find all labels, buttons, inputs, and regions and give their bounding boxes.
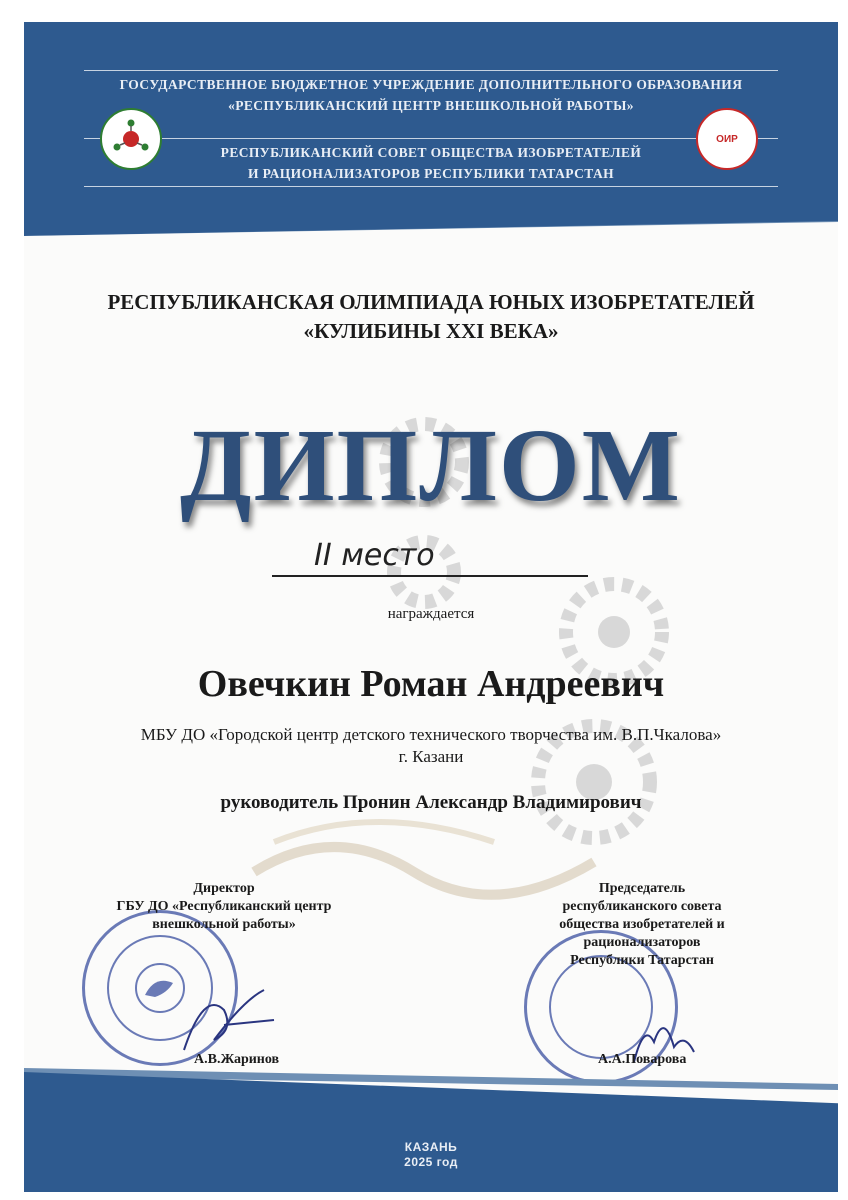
director-signature-block	[64, 880, 384, 934]
organization-text: МБУ ДО «Городской центр детского технического творчества им. В.П.Чкалова»	[140, 725, 722, 744]
molecule-logo-icon	[109, 117, 153, 161]
signatory-title: рационализаторов	[583, 935, 701, 950]
olympiad-subtitle: «КУЛИБИНЫ XXI ВЕКА»	[303, 319, 559, 343]
chair-signature-block	[522, 880, 762, 970]
divider	[84, 138, 778, 139]
signatory-title: Директор	[193, 881, 255, 896]
organization-line: «РЕСПУБЛИКАНСКИЙ ЦЕНТР ВНЕШКОЛЬНОЙ РАБОТЫ»	[228, 98, 634, 113]
council-line: РЕСПУБЛИКАНСКИЙ СОВЕТ ОБЩЕСТВА ИЗОБРЕТАТЕЛЕЙ	[220, 145, 642, 160]
signatory-title: внешкольной работы»	[152, 917, 296, 932]
place-handwritten: II место	[314, 538, 435, 573]
signature-left-icon	[164, 970, 284, 1060]
diploma-page	[24, 22, 838, 1192]
council-line: И РАЦИОНАЛИЗАТОРОВ РЕСПУБЛИКИ ТАТАРСТАН	[247, 166, 615, 181]
signatory-title: Республики Татарстан	[570, 953, 714, 968]
place-underline	[272, 575, 588, 577]
olympiad-title	[24, 288, 838, 346]
society-logo-text: ОИР	[716, 133, 738, 145]
divider	[84, 186, 778, 187]
organization-line: ГОСУДАРСТВЕННОЕ БЮДЖЕТНОЕ УЧРЕЖДЕНИЕ ДОПОЛНИТЕЛЬНОГО ОБРАЗОВАНИЯ	[119, 77, 743, 92]
society-logo	[696, 108, 758, 170]
footer-location	[24, 1140, 838, 1170]
signatory-title: ГБУ ДО «Республиканский центр	[116, 899, 332, 914]
director-name: А.В.Жаринов	[194, 1052, 280, 1067]
supervisor-line: руководитель Пронин Александр Владимирович	[220, 792, 642, 813]
awarded-label: награждается	[387, 606, 475, 622]
diploma-heading: ДИПЛОМ	[180, 408, 682, 523]
signatory-title: республиканского совета	[562, 899, 722, 914]
recipient-organization	[64, 724, 798, 768]
recipient-name: Овечкин Роман Андреевич	[197, 663, 665, 705]
organization-city: г. Казани	[398, 747, 464, 766]
divider	[84, 70, 778, 71]
footer-banner	[24, 1072, 838, 1192]
chair-name: А.А.Поварова	[598, 1052, 687, 1067]
footer-year: 2025 год	[404, 1155, 458, 1169]
signatory-title: общества изобретателей и	[559, 917, 725, 932]
signatory-title: Председатель	[598, 881, 686, 896]
center-logo	[100, 108, 162, 170]
footer-city: КАЗАНЬ	[404, 1140, 458, 1154]
olympiad-title-line: РЕСПУБЛИКАНСКАЯ ОЛИМПИАДА ЮНЫХ ИЗОБРЕТАТЕЛЕЙ	[107, 290, 755, 314]
